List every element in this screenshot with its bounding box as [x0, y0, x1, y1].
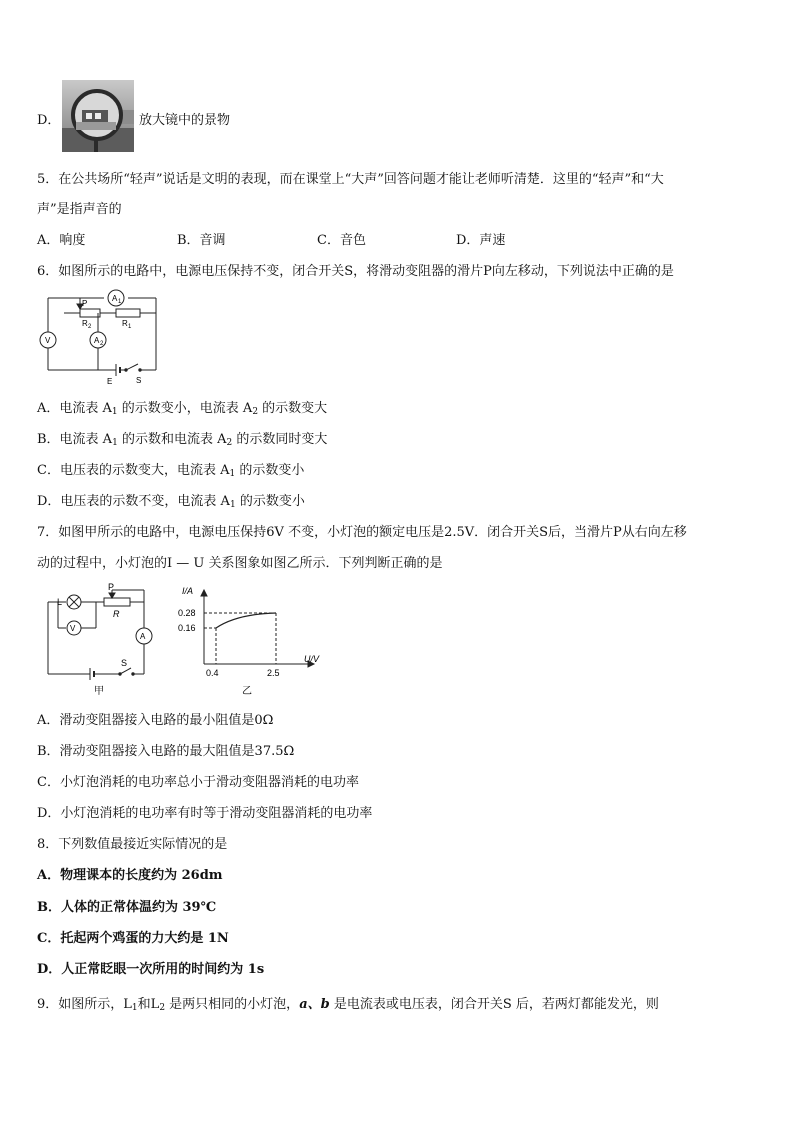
q6-option-c: [37, 459, 304, 478]
q6-option-d-text1: D．电压表的示数不变，电流表 A: [37, 494, 230, 509]
q6-label-a2-sub: 2: [100, 341, 104, 347]
graph-ytick-low: 0.16: [178, 623, 196, 633]
q6-option-b-sub1: 1: [112, 438, 118, 448]
q6-option-d-sub1: 1: [229, 500, 236, 510]
q5-option-b: B．音调: [177, 233, 226, 248]
q7-label-v: V: [70, 624, 76, 633]
q5-stem-line2: 声”是指声音的: [37, 202, 122, 217]
q6-label-r2: R: [82, 319, 88, 328]
q7-stem-line1: 7．如图甲所示的电路中，电源电压保持6V 不变，小灯泡的额定电压是2.5V．闭合开关S后，当滑片P从右向左移: [37, 525, 687, 540]
q9-ab: a、b: [299, 997, 330, 1012]
q7-circuit-jia: [36, 582, 166, 698]
q8-option-b: B．人体的正常体温约为 39℃: [37, 900, 217, 915]
q7-option-b: B．滑动变阻器接入电路的最大阻值是37.5Ω: [37, 744, 295, 759]
q6-option-a-sub2: 2: [252, 407, 259, 417]
q9-stem-mid: 是两只相同的小灯泡，: [165, 997, 300, 1012]
graph-ylabel: I/A: [182, 586, 194, 596]
q6-option-a-text3: 的示数变大: [258, 401, 328, 416]
q7-label-a: A: [140, 632, 146, 641]
graph-xlabel: U/V: [304, 654, 320, 664]
q6-option-a-text1: A．电流表 A: [37, 401, 112, 416]
q8-stem: 8．下列数值最接近实际情况的是: [37, 837, 228, 852]
q6-option-a: [37, 397, 327, 416]
q9-stem-prefix: 9．如图所示，: [37, 997, 124, 1012]
q6-label-s: S: [136, 376, 142, 385]
q6-option-b-text1: B．电流表 A: [37, 432, 113, 447]
q9-stem-rest: 是电流表或电压表，闭合开关S 后，若两灯都能发光，则: [329, 997, 659, 1012]
q5-stem-line1: 5．在公共场所“轻声”说话是文明的表现，而在课堂上“大声”回答问题才能让老师听清楚．这里的“轻声”和“大: [37, 172, 664, 187]
q6-label-a2: A: [94, 336, 100, 345]
q9-l2-sub: 2: [159, 1003, 166, 1013]
q6-option-b-text2: 的示数和电流表 A: [117, 432, 227, 447]
q6-option-d-text2: 的示数变小: [235, 494, 305, 509]
q6-label-a1: A: [112, 294, 118, 303]
q5-option-a: A．响度: [37, 233, 86, 248]
magnifier-photo: [62, 80, 134, 152]
q6-label-r1-sub: 1: [128, 324, 132, 330]
q5-option-d: D．声速: [456, 233, 506, 248]
q6-option-a-text2: 的示数变小，电流表 A: [117, 401, 253, 416]
q6-option-b-text3: 的示数同时变大: [232, 432, 328, 447]
q6-stem: 6．如图所示的电路中，电源电压保持不变，闭合开关S，将滑动变阻器的滑片P向左移动，下列说法中正确的是: [37, 264, 674, 279]
graph-xtick-high: 2.5: [267, 668, 280, 678]
q7-caption-yi: 乙: [242, 686, 252, 697]
q7-option-d: D．小灯泡消耗的电功率有时等于滑动变阻器消耗的电功率: [37, 806, 373, 821]
graph-ytick-high: 0.28: [178, 608, 196, 618]
graph-xtick-low: 0.4: [206, 668, 219, 678]
q4-option-d-text: 放大镜中的景物: [139, 113, 231, 128]
q6-label-r2-sub: 2: [88, 324, 92, 330]
q7-label-p: P: [108, 582, 115, 592]
q9-and: 和: [137, 997, 151, 1012]
q9-stem: [37, 993, 659, 1012]
lamp-iu-curve: [216, 613, 276, 628]
q6-label-r1: R: [122, 319, 128, 328]
q9-l1-sub: 1: [131, 1003, 138, 1013]
q7-stem-line2: 动的过程中，小灯泡的I — U 关系图象如图乙所示．下列判断正确的是: [37, 556, 443, 571]
q6-label-a1-sub: 1: [118, 299, 122, 305]
q7-label-r: R: [113, 609, 120, 619]
q6-option-c-sub1: 1: [229, 469, 236, 479]
q6-label-e: E: [107, 377, 113, 386]
q5-option-c: C．音色: [317, 233, 366, 248]
q7-option-c: C．小灯泡消耗的电功率总小于滑动变阻器消耗的电功率: [37, 775, 359, 790]
q8-option-d: D．人正常眨眼一次所用的时间约为 1s: [37, 962, 265, 977]
q9-l2: L: [150, 997, 160, 1012]
q6-option-b-sub2: 2: [226, 438, 233, 448]
q6-option-a-sub1: 1: [111, 407, 118, 417]
q9-l1: L: [123, 997, 132, 1012]
q7-label-l: L: [57, 597, 63, 607]
q6-label-p: P: [82, 299, 88, 308]
q7-label-s: S: [121, 658, 128, 668]
q6-option-c-text2: 的示数变小: [235, 463, 305, 478]
q8-option-a: A．物理课本的长度约为 26dm: [37, 868, 223, 883]
q4-option-d-letter: D．: [37, 113, 61, 128]
q6-option-b: [37, 428, 327, 447]
q6-option-d: [37, 490, 305, 509]
q6-label-v: V: [45, 336, 51, 345]
q7-graph-yi: [172, 580, 322, 698]
q6-option-c-text1: C．电压表的示数变大，电流表 A: [37, 463, 230, 478]
q7-caption-jia: 甲: [94, 686, 104, 697]
q7-option-a: A．滑动变阻器接入电路的最小阻值是0Ω: [37, 713, 274, 728]
q8-option-c: C．托起两个鸡蛋的力大约是 1N: [37, 931, 229, 946]
q6-circuit-diagram: [36, 288, 166, 388]
